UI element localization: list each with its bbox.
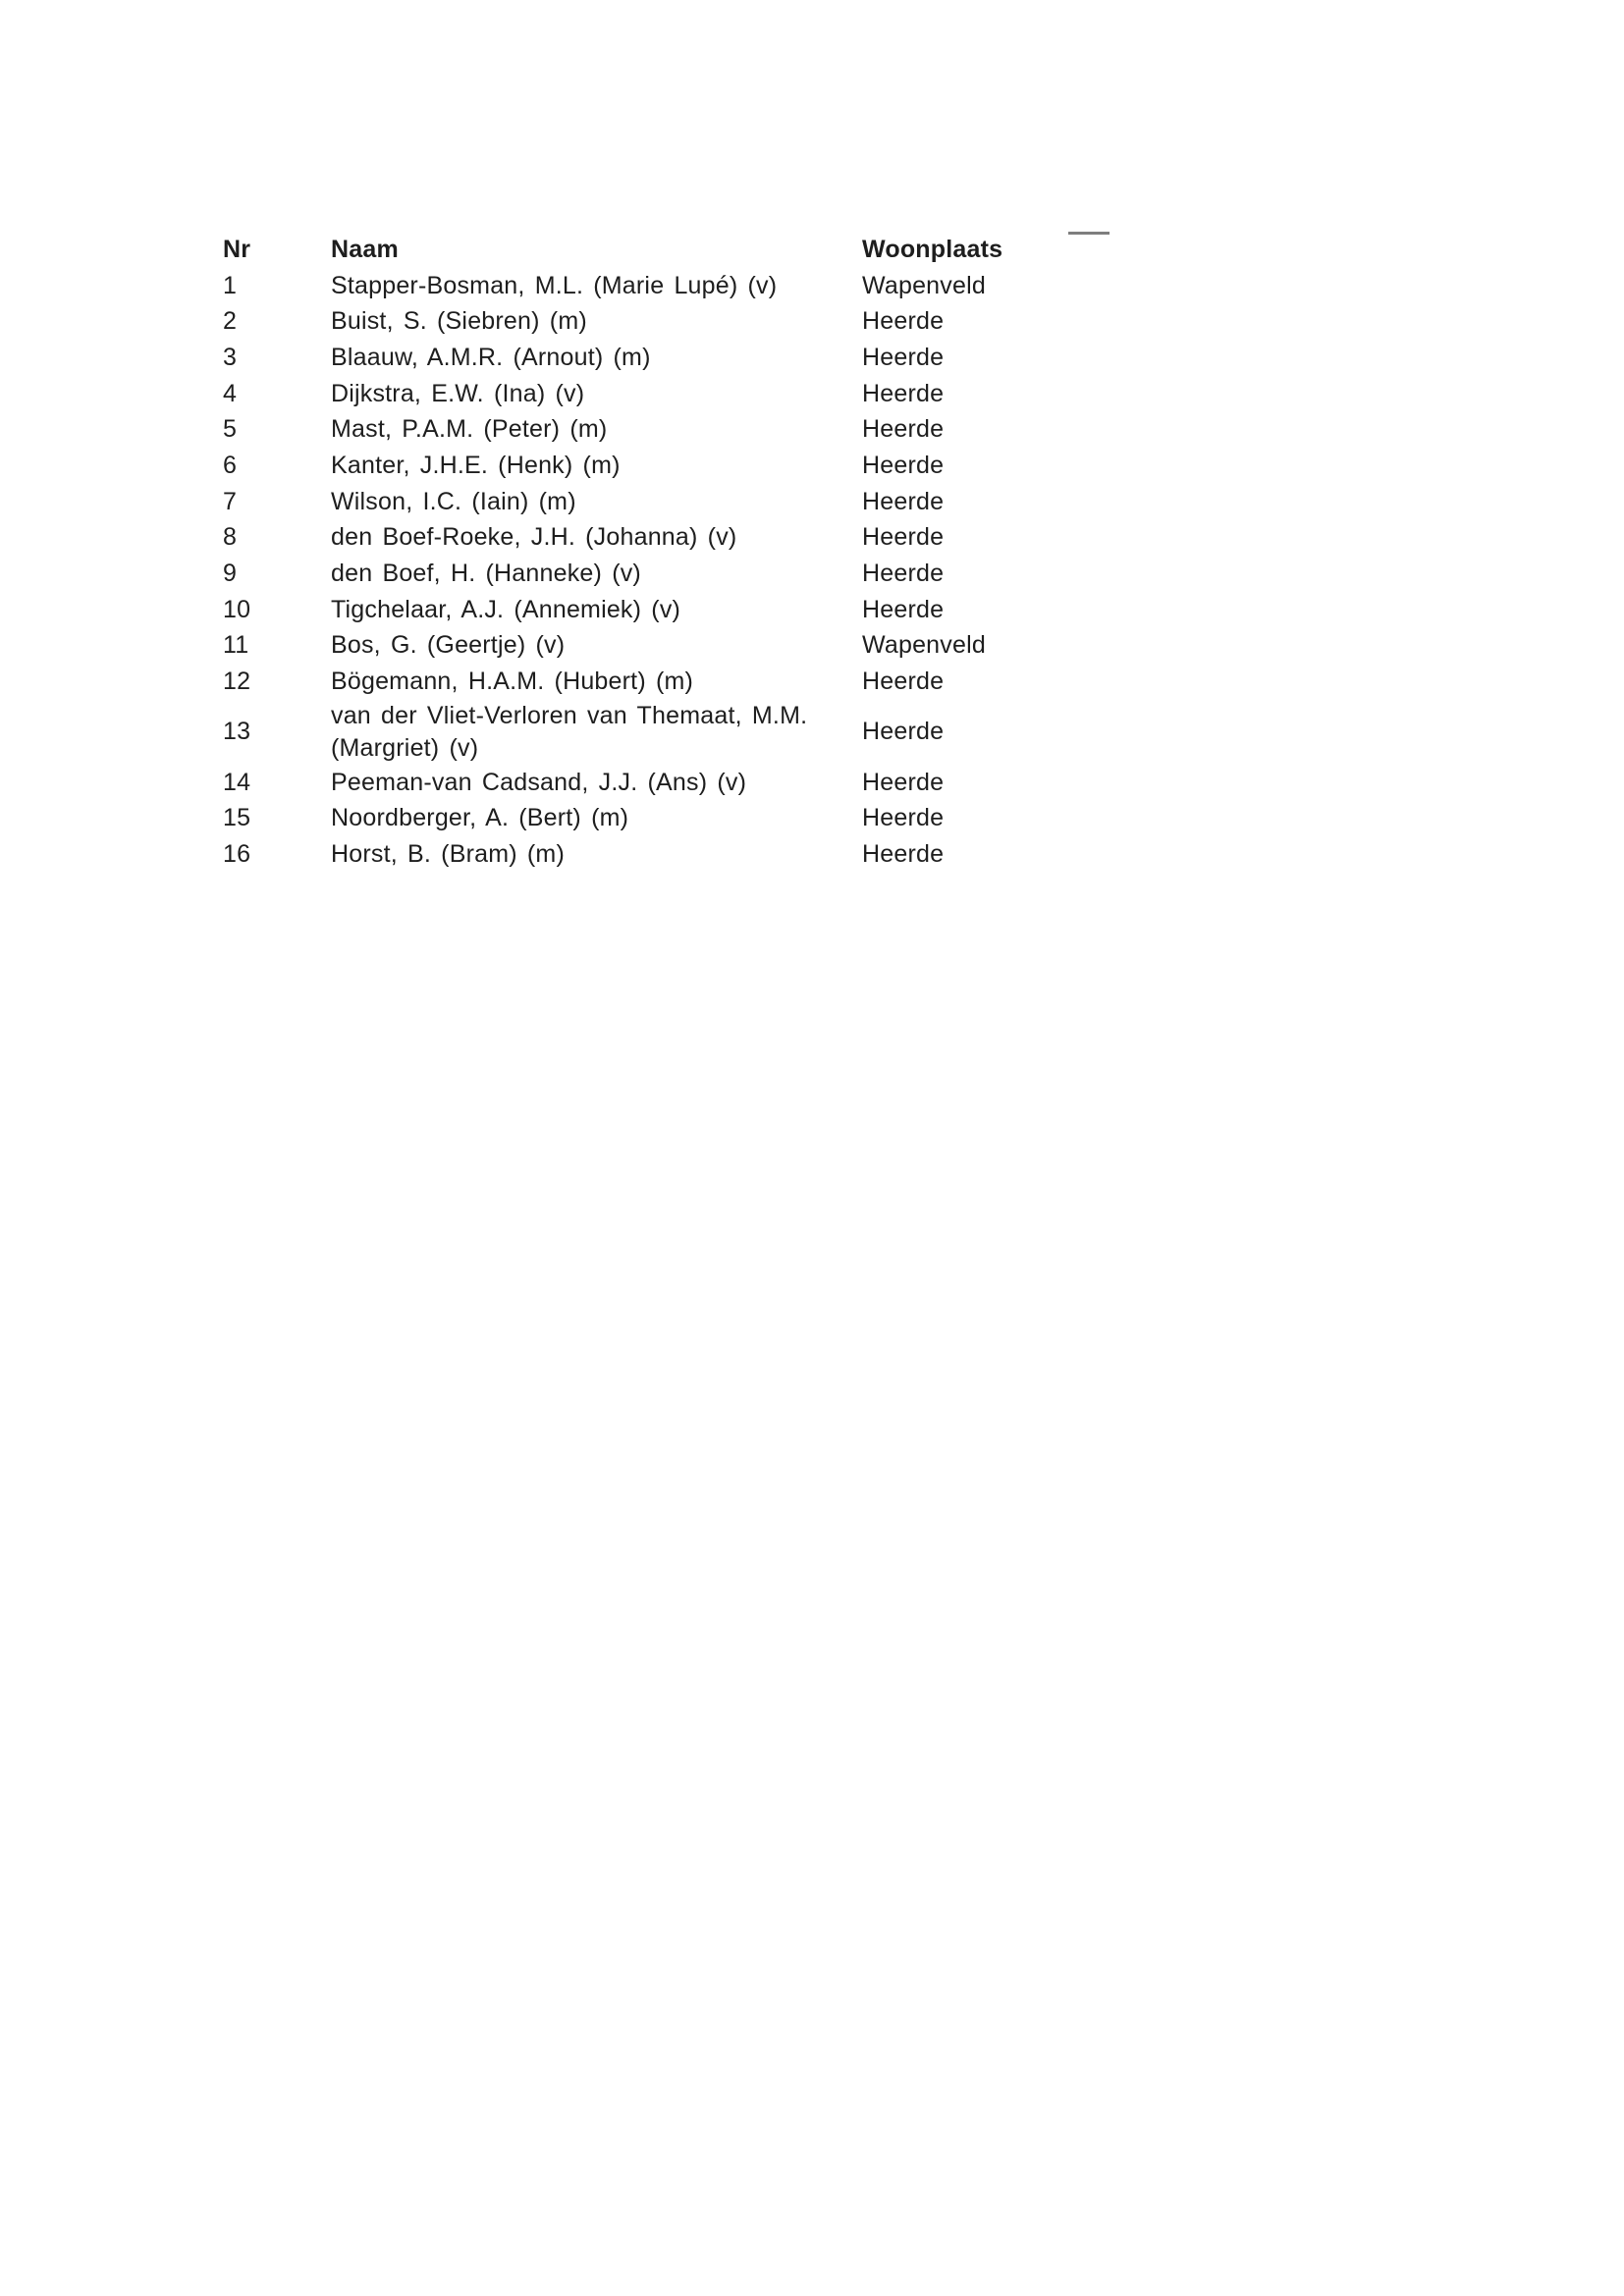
table-row xyxy=(223,303,1107,340)
cell-naam: Stapper-Bosman, M.L. (Marie Lupé) (v) xyxy=(331,271,778,299)
cell-nr: 13 xyxy=(223,718,251,746)
cell-woonplaats: Heerde xyxy=(862,451,945,479)
cell-nr: 5 xyxy=(223,415,238,444)
table-row xyxy=(223,340,1107,376)
table-row xyxy=(223,628,1107,665)
cell-naam: Noordberger, A. (Bert) (m) xyxy=(331,804,629,832)
cell-naam: Buist, S. (Siebren) (m) xyxy=(331,307,587,336)
cell-woonplaats: Heerde xyxy=(862,840,945,869)
table-row xyxy=(223,592,1107,628)
cell-naam: Bögemann, H.A.M. (Hubert) (m) xyxy=(331,667,694,696)
column-header-nr: Nr xyxy=(223,235,251,263)
table-row xyxy=(223,836,1107,873)
table-row xyxy=(223,700,1107,765)
cell-woonplaats: Heerde xyxy=(862,487,945,515)
cell-naam: Dijkstra, E.W. (Ina) (v) xyxy=(331,379,585,407)
cell-nr: 12 xyxy=(223,667,251,696)
table-row xyxy=(223,664,1107,700)
cell-naam: den Boef-Roeke, J.H. (Johanna) (v) xyxy=(331,523,737,552)
members-table xyxy=(223,232,1107,873)
cell-naam: Bos, G. (Geertje) (v) xyxy=(331,631,566,660)
cell-woonplaats: Heerde xyxy=(862,667,945,696)
cell-nr: 3 xyxy=(223,343,238,371)
cell-naam: Peeman-van Cadsand, J.J. (Ans) (v) xyxy=(331,768,747,796)
cell-naam: Wilson, I.C. (Iain) (m) xyxy=(331,487,576,515)
table-row xyxy=(223,765,1107,801)
cell-nr: 4 xyxy=(223,379,238,407)
cell-naam: Mast, P.A.M. (Peter) (m) xyxy=(331,415,608,444)
cell-nr: 15 xyxy=(223,804,251,832)
cell-nr: 10 xyxy=(223,595,251,623)
table-row xyxy=(223,448,1107,484)
table-header-row xyxy=(223,232,1107,268)
table-row xyxy=(223,411,1107,448)
cell-nr: 2 xyxy=(223,307,238,336)
cell-naam: Blaauw, A.M.R. (Arnout) (m) xyxy=(331,343,651,371)
cell-woonplaats: Heerde xyxy=(862,768,945,796)
table-row xyxy=(223,268,1107,304)
cell-naam: den Boef, H. (Hanneke) (v) xyxy=(331,560,641,588)
cell-nr: 14 xyxy=(223,768,251,796)
cell-naam: Kanter, J.H.E. (Henk) (m) xyxy=(331,451,621,479)
cell-woonplaats: Heerde xyxy=(862,804,945,832)
column-header-naam: Naam xyxy=(331,235,399,263)
table-row xyxy=(223,376,1107,412)
cell-nr: 7 xyxy=(223,487,238,515)
cell-woonplaats: Wapenveld xyxy=(862,271,986,299)
table-row xyxy=(223,801,1107,837)
cell-nr: 16 xyxy=(223,840,251,869)
table-row xyxy=(223,484,1107,520)
cell-woonplaats: Heerde xyxy=(862,718,945,746)
cell-woonplaats: Heerde xyxy=(862,379,945,407)
cell-naam: Horst, B. (Bram) (m) xyxy=(331,840,565,869)
cell-naam: van der Vliet-Verloren van Themaat, M.M. (Margriet) (v) xyxy=(331,701,808,762)
cell-woonplaats: Heerde xyxy=(862,415,945,444)
cell-woonplaats: Heerde xyxy=(862,595,945,623)
cell-naam: Tigchelaar, A.J. (Annemiek) (v) xyxy=(331,595,681,623)
cell-nr: 1 xyxy=(223,271,238,299)
table-row xyxy=(223,556,1107,592)
cell-nr: 9 xyxy=(223,560,238,588)
table-row xyxy=(223,520,1107,557)
cell-nr: 6 xyxy=(223,451,238,479)
cell-nr: 8 xyxy=(223,523,238,552)
cell-woonplaats: Wapenveld xyxy=(862,631,986,660)
cell-woonplaats: Heerde xyxy=(862,343,945,371)
column-header-woonplaats: Woonplaats xyxy=(862,235,1003,263)
cell-woonplaats: Heerde xyxy=(862,523,945,552)
cell-woonplaats: Heerde xyxy=(862,560,945,588)
cell-woonplaats: Heerde xyxy=(862,307,945,336)
cell-nr: 11 xyxy=(223,631,249,660)
